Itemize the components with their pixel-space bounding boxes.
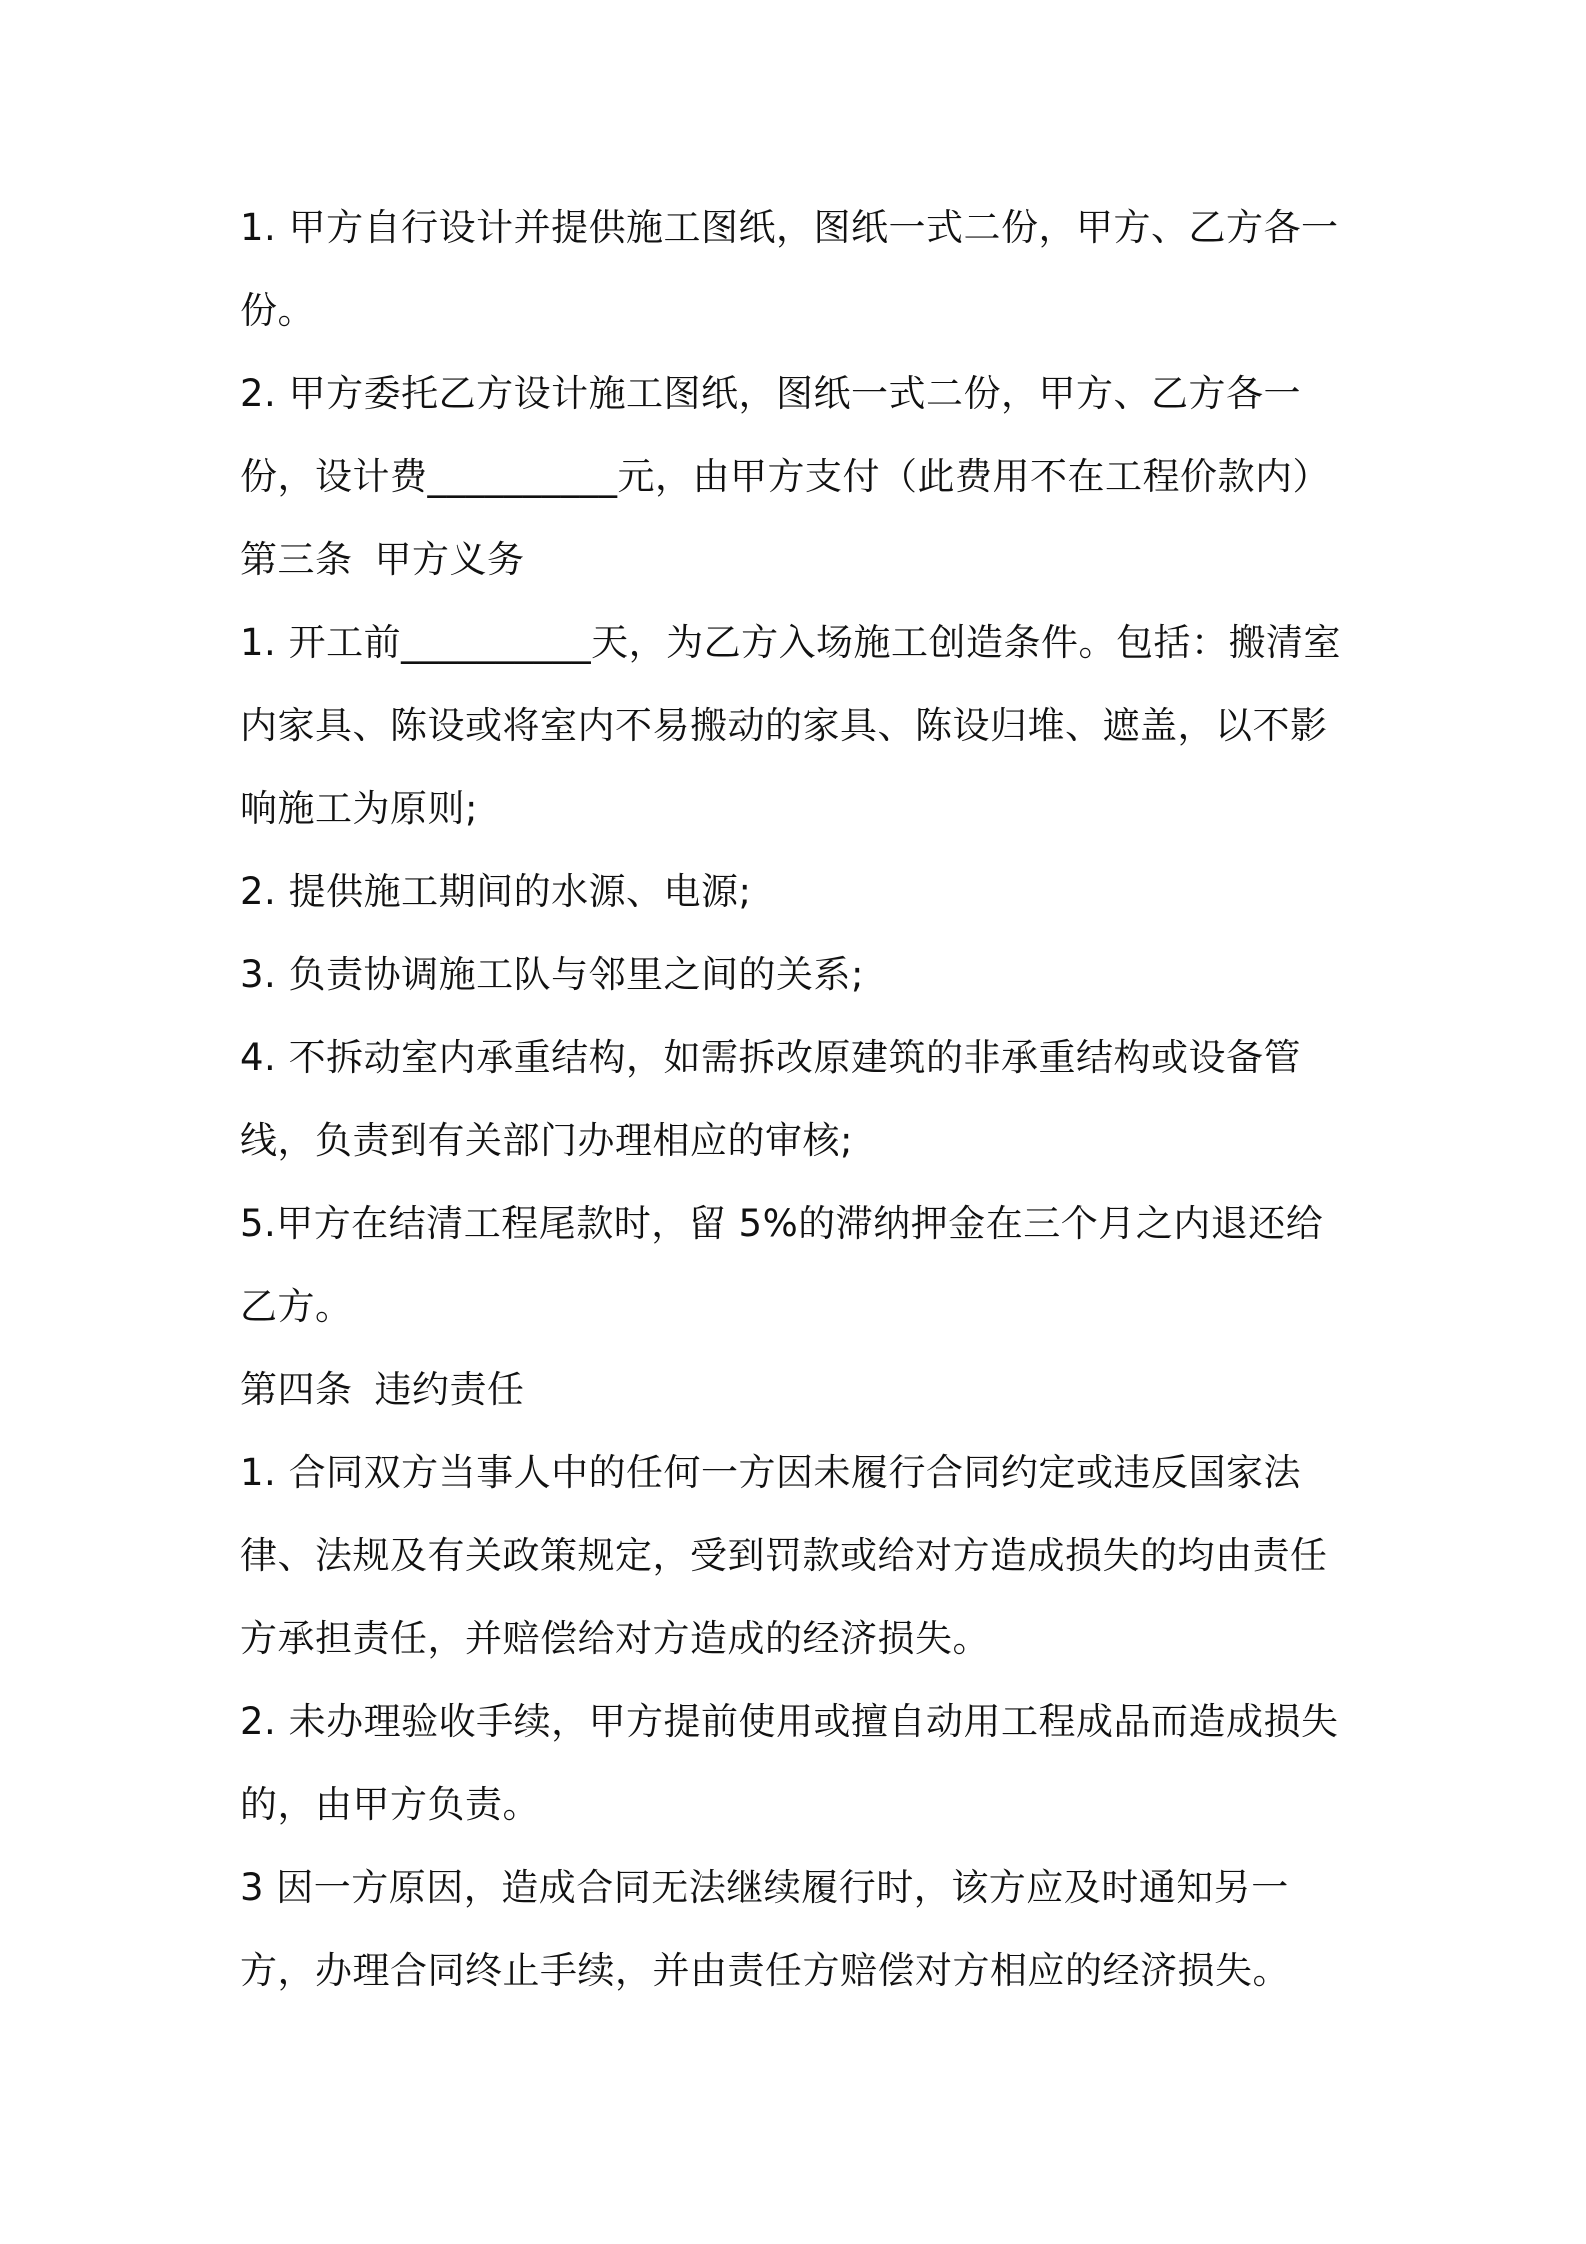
party-a-duty-5: 5.甲方在结清工程尾款时，留 5%的滞纳押金在三个月之内退还给乙方。	[240, 1202, 1324, 1328]
party-a-duty-2: 2. 提供施工期间的水源、电源;	[240, 870, 752, 913]
article-title: 甲方义务	[374, 538, 525, 581]
liability-clause-1: 1. 合同双方当事人中的任何一方因未履行合同约定或违反国家法律、法规及有关政策规定，受到罚款或给对方造成损失的均由责任方承担责任，并赔偿给对方造成的经济损失。	[240, 1451, 1328, 1660]
liability-clause-2: 2. 未办理验收手续，甲方提前使用或擅自动用工程成品而造成损失的，由甲方负责。	[240, 1700, 1339, 1826]
design-clause-2: 2. 甲方委托乙方设计施工图纸，图纸一式二份，甲方、乙方各一份，设计费__________元，由甲方支付（此费用不在工程价款内）	[240, 372, 1330, 498]
article-number: 第四条	[240, 1368, 353, 1411]
party-a-duty-4: 4. 不拆动室内承重结构，如需拆改原建筑的非承重结构或设备管线，负责到有关部门办理相应的审核;	[240, 1036, 1302, 1162]
article-number: 第三条	[240, 538, 353, 581]
article-3-heading	[240, 518, 1360, 601]
liability-clause-3: 3 因一方原因，造成合同无法继续履行时，该方应及时通知另一方，办理合同终止手续，并由责任方赔偿对方相应的经济损失。	[240, 1866, 1290, 1992]
document-body	[240, 186, 1360, 2012]
design-clause-1: 1. 甲方自行设计并提供施工图纸，图纸一式二份，甲方、乙方各一份。	[240, 206, 1339, 332]
party-a-duty-1: 1. 开工前__________天，为乙方入场施工创造条件。包括：搬清室内家具、陈设或将室内不易搬动的家具、陈设归堆、遮盖，以不影响施工为原则;	[240, 621, 1342, 830]
party-a-duty-3: 3. 负责协调施工队与邻里之间的关系;	[240, 953, 865, 996]
article-title: 违约责任	[374, 1368, 525, 1411]
article-4-heading	[240, 1348, 1360, 1431]
